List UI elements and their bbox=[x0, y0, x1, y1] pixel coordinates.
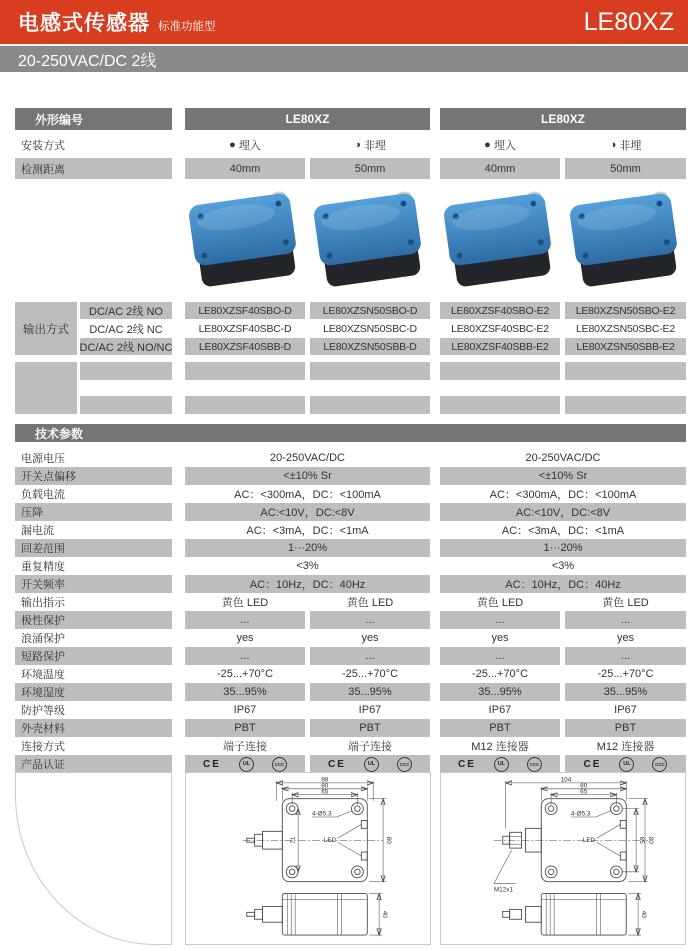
page-header bbox=[0, 0, 688, 44]
param-label: 开关点偏移 bbox=[15, 467, 172, 485]
output-type-cell: DC/AC 2线 NO bbox=[80, 302, 172, 319]
param-value: ... bbox=[310, 611, 430, 629]
param-value: ... bbox=[310, 647, 430, 665]
tech-param-row bbox=[15, 719, 686, 737]
model-table-header-row bbox=[15, 108, 686, 130]
distance-row bbox=[15, 158, 686, 179]
param-value: 端子连接 bbox=[223, 741, 267, 753]
param-value: -25...+70°C bbox=[341, 668, 399, 680]
param-value: 黄色 LED bbox=[476, 597, 524, 609]
model-number: LE80XZ bbox=[583, 7, 674, 36]
spare-cell bbox=[440, 362, 560, 380]
group-header-2: LE80XZ bbox=[440, 108, 686, 130]
param-label: 电源电压 bbox=[21, 453, 65, 465]
param-label: 防护等级 bbox=[21, 705, 65, 717]
distance-cell: 50mm bbox=[565, 158, 686, 179]
dim-width-inner: 65 bbox=[321, 788, 329, 796]
model-number-cell: LE80XZSF40SBC-E2 bbox=[451, 322, 549, 335]
tech-param-row bbox=[15, 665, 686, 683]
param-value: AC：10Hz，DC：40Hz bbox=[185, 575, 430, 593]
mounting-label: 安装方式 bbox=[21, 140, 65, 152]
dim-hole-spacing: 71 bbox=[290, 836, 298, 844]
param-label: 输出指示 bbox=[21, 597, 65, 609]
param-value: AC:<10V，DC:<8V bbox=[185, 503, 430, 521]
dim-height-side: 80 bbox=[385, 836, 393, 844]
output-type-header: 输出方式 bbox=[15, 302, 77, 355]
page-title: 电感式传感器 bbox=[18, 12, 150, 35]
certification-cell bbox=[440, 755, 560, 773]
ul-mark-icon: UL bbox=[239, 757, 254, 772]
param-value: IP67 bbox=[358, 704, 382, 716]
ccc-mark-icon: CCC bbox=[272, 757, 287, 772]
tech-param-row bbox=[15, 629, 686, 647]
param-value: AC：<300mA，DC：<100mA bbox=[234, 489, 381, 501]
param-value: PBT bbox=[440, 719, 560, 737]
param-value: yes bbox=[236, 632, 254, 644]
param-value: -25...+70°C bbox=[471, 668, 529, 680]
param-label: 极性保护 bbox=[15, 611, 172, 629]
product-image-row bbox=[15, 185, 686, 299]
ul-mark-icon: UL bbox=[619, 757, 634, 772]
param-value: 黄色 LED bbox=[346, 597, 394, 609]
dim-width-outer: 98 bbox=[321, 776, 329, 784]
sensor-product-image bbox=[186, 189, 304, 295]
output-type-cell: DC/AC 2线 NC bbox=[89, 323, 163, 336]
param-value: AC:<10V，DC:<8V bbox=[440, 503, 686, 521]
param-value: <3% bbox=[551, 560, 575, 572]
param-label: 短路保护 bbox=[15, 647, 172, 665]
decorative-corner-panel bbox=[15, 772, 172, 945]
param-value: yes bbox=[361, 632, 379, 644]
tech-param-row bbox=[15, 701, 686, 719]
dim-height-side: 80 bbox=[646, 836, 654, 844]
tech-param-row bbox=[15, 611, 686, 629]
dim-width-outer: 104 bbox=[560, 776, 572, 784]
led-label: LED bbox=[323, 837, 337, 845]
param-value: ... bbox=[565, 611, 686, 629]
param-label: 外壳材料 bbox=[15, 719, 172, 737]
connector-thread-label: M12x1 bbox=[493, 886, 514, 894]
param-value: IP67 bbox=[614, 704, 637, 716]
certification-cell bbox=[185, 755, 305, 773]
mounting-row bbox=[15, 134, 686, 156]
sensor-product-image bbox=[441, 189, 559, 295]
mounting-cell bbox=[440, 134, 560, 156]
param-label: 重复精度 bbox=[21, 561, 65, 573]
param-value: AC：<3mA，DC：<1mA bbox=[501, 525, 625, 537]
param-label: 开关频率 bbox=[15, 575, 172, 593]
tech-param-row bbox=[15, 557, 686, 575]
mounting-text: 埋入 bbox=[238, 140, 261, 152]
hole-size-label: 4-Ø5.3 bbox=[570, 810, 591, 818]
spare-cell bbox=[440, 396, 560, 414]
distance-cell: 40mm bbox=[440, 158, 560, 179]
param-value: 1···20% bbox=[440, 539, 686, 557]
voltage-bar: 20-250VAC/DC 2线 bbox=[0, 46, 688, 72]
param-value: ... bbox=[440, 611, 560, 629]
model-number-cell: LE80XZSN50SBB-E2 bbox=[565, 338, 686, 355]
tech-param-row bbox=[15, 467, 686, 485]
certification-row bbox=[15, 755, 686, 773]
dimension-drawing-right bbox=[442, 775, 684, 941]
param-value: ... bbox=[185, 647, 305, 665]
ul-mark-icon: UL bbox=[494, 757, 509, 772]
spare-table bbox=[15, 362, 686, 414]
mounting-text: 非埋 bbox=[619, 140, 642, 152]
model-number-cell: LE80XZSF40SBC-D bbox=[198, 322, 292, 335]
dim-depth: 40 bbox=[381, 910, 389, 918]
non-flush-icon: ◑ bbox=[354, 139, 361, 151]
flush-icon: ● bbox=[484, 139, 491, 151]
param-value: -25...+70°C bbox=[216, 668, 274, 680]
param-label: 产品认证 bbox=[15, 755, 172, 773]
param-value: ... bbox=[565, 647, 686, 665]
param-value: 35...95% bbox=[565, 683, 686, 701]
param-value: 20-250VAC/DC bbox=[525, 452, 601, 464]
certification-cell bbox=[310, 755, 430, 773]
dimension-drawing-right-box bbox=[440, 772, 686, 945]
tech-params-table bbox=[15, 449, 686, 773]
model-number-cell: LE80XZSN50SBB-D bbox=[310, 338, 430, 355]
param-value: M12 连接器 bbox=[471, 741, 529, 753]
param-value: -25...+70°C bbox=[597, 668, 654, 680]
ce-mark-icon: CE bbox=[458, 758, 476, 770]
param-label: 回差范围 bbox=[15, 539, 172, 557]
param-label: 连接方式 bbox=[21, 741, 65, 753]
param-value: 黄色 LED bbox=[602, 597, 649, 609]
ccc-mark-icon: CCC bbox=[652, 757, 667, 772]
dim-width-mid: 80 bbox=[580, 782, 588, 790]
param-value: ... bbox=[185, 611, 305, 629]
tech-param-row bbox=[15, 647, 686, 665]
dim-hole-spacing: 65 bbox=[638, 836, 646, 844]
mounting-text: 非埋 bbox=[363, 140, 386, 152]
param-label: 负载电流 bbox=[21, 489, 65, 501]
sensor-product-image bbox=[567, 189, 685, 295]
param-value: 35...95% bbox=[185, 683, 305, 701]
model-number-cell: LE80XZSF40SBO-D bbox=[185, 302, 305, 319]
model-number-cell: LE80XZSN50SBO-D bbox=[310, 302, 430, 319]
model-number-cell: LE80XZSF40SBO-E2 bbox=[440, 302, 560, 319]
spare-cell bbox=[565, 396, 686, 414]
model-number-cell: LE80XZSN50SBO-E2 bbox=[565, 302, 686, 319]
ce-mark-icon: CE bbox=[328, 758, 346, 770]
model-number-cell: LE80XZSF40SBB-E2 bbox=[440, 338, 560, 355]
spare-label-cell bbox=[15, 362, 77, 414]
model-number-cell: LE80XZSN50SBC-D bbox=[323, 322, 417, 335]
tech-param-row bbox=[15, 485, 686, 503]
param-value: PBT bbox=[310, 719, 430, 737]
param-label: 浪涌保护 bbox=[21, 633, 65, 645]
param-value: 黄色 LED bbox=[221, 597, 269, 609]
param-value: PBT bbox=[565, 719, 686, 737]
dim-width-mid: 80 bbox=[321, 782, 329, 790]
page-subtitle: 标准功能型 bbox=[158, 21, 216, 33]
output-type-cell: DC/AC 2线 NO/NC bbox=[80, 338, 172, 355]
spare-cell bbox=[185, 396, 305, 414]
non-flush-icon: ◑ bbox=[609, 139, 617, 151]
spare-cell bbox=[310, 362, 430, 380]
sensor-product-image bbox=[311, 189, 429, 295]
dimension-drawing-left-box bbox=[185, 772, 431, 945]
ul-mark-icon: UL bbox=[364, 757, 379, 772]
tech-param-row bbox=[15, 539, 686, 557]
dim-width-inner: 65 bbox=[580, 788, 588, 796]
param-value: IP67 bbox=[488, 704, 512, 716]
tech-param-row bbox=[15, 521, 686, 539]
model-number-cell: LE80XZSN50SBC-E2 bbox=[576, 322, 675, 335]
param-value: 35...95% bbox=[310, 683, 430, 701]
spare-cell bbox=[310, 396, 430, 414]
param-value: 1···20% bbox=[185, 539, 430, 557]
tech-params-header: 技术参数 bbox=[15, 424, 686, 442]
tech-param-row bbox=[15, 683, 686, 701]
content-area bbox=[15, 108, 686, 773]
param-value: <±10% Sr bbox=[440, 467, 686, 485]
spare-cell bbox=[80, 396, 172, 414]
param-value: AC：<3mA，DC：<1mA bbox=[246, 525, 369, 537]
param-value: M12 连接器 bbox=[596, 741, 655, 753]
spare-cell bbox=[185, 362, 305, 380]
param-value: IP67 bbox=[233, 704, 257, 716]
mounting-cell bbox=[565, 134, 686, 156]
tech-param-row bbox=[15, 575, 686, 593]
tech-param-row bbox=[15, 503, 686, 521]
ccc-mark-icon: CCC bbox=[397, 757, 412, 772]
output-table bbox=[15, 302, 686, 355]
dimension-drawing-left bbox=[187, 775, 429, 941]
param-value: 20-250VAC/DC bbox=[270, 452, 345, 464]
param-value: AC：<300mA，DC：<100mA bbox=[489, 489, 637, 501]
model-number-cell: LE80XZSF40SBB-D bbox=[185, 338, 305, 355]
param-label: 漏电流 bbox=[21, 525, 54, 537]
spare-cell bbox=[80, 362, 172, 380]
led-label: LED bbox=[582, 837, 596, 845]
dim-depth: 40 bbox=[640, 910, 648, 918]
tech-param-row bbox=[15, 593, 686, 611]
param-value: AC：10Hz，DC：40Hz bbox=[440, 575, 686, 593]
distance-cell: 40mm bbox=[185, 158, 305, 179]
tech-param-row bbox=[15, 449, 686, 467]
param-value: 端子连接 bbox=[348, 741, 392, 753]
mounting-text: 埋入 bbox=[493, 140, 516, 152]
param-label: 环境温度 bbox=[21, 669, 65, 681]
ce-mark-icon: CE bbox=[583, 758, 602, 770]
group-header-1: LE80XZ bbox=[185, 108, 430, 130]
distance-label: 检测距离 bbox=[15, 158, 172, 179]
param-value: <3% bbox=[296, 560, 319, 572]
ce-mark-icon: CE bbox=[203, 758, 221, 770]
param-value: ... bbox=[440, 647, 560, 665]
mounting-cell bbox=[310, 134, 430, 156]
certification-cell bbox=[565, 755, 686, 773]
param-value: PBT bbox=[185, 719, 305, 737]
flush-icon: ● bbox=[229, 139, 236, 151]
distance-cell: 50mm bbox=[310, 158, 430, 179]
shape-code-header: 外形编号 bbox=[15, 108, 172, 130]
param-label: 压降 bbox=[15, 503, 172, 521]
mounting-cell bbox=[185, 134, 305, 156]
param-value: <±10% Sr bbox=[185, 467, 430, 485]
tech-param-row bbox=[15, 737, 686, 755]
param-value: yes bbox=[616, 632, 635, 644]
param-label: 环境湿度 bbox=[15, 683, 172, 701]
spare-cell bbox=[565, 362, 686, 380]
ccc-mark-icon: CCC bbox=[527, 757, 542, 772]
hole-size-label: 4-Ø5.3 bbox=[311, 810, 332, 818]
param-value: 35...95% bbox=[440, 683, 560, 701]
param-value: yes bbox=[491, 632, 509, 644]
